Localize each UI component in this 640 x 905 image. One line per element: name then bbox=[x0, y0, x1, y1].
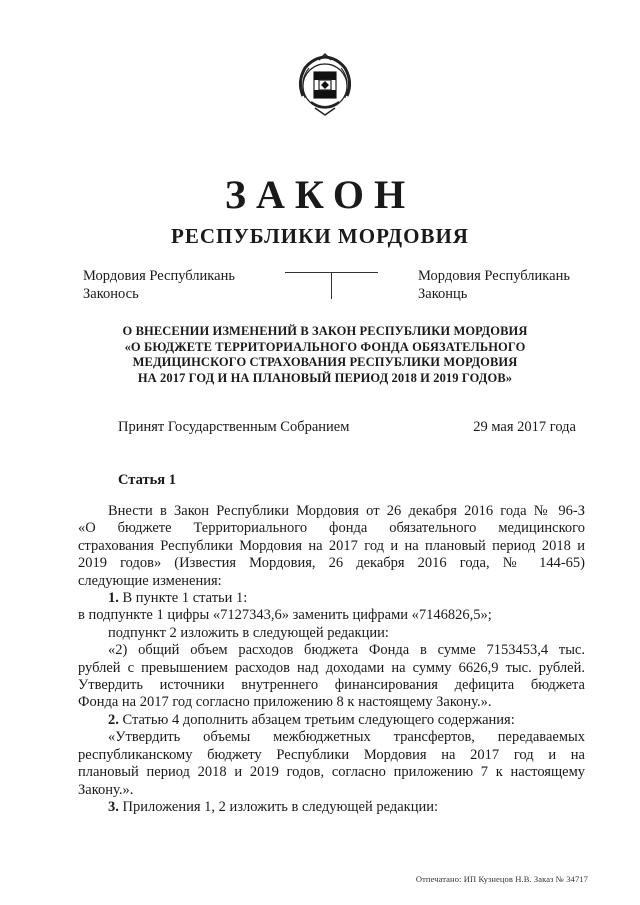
quote-line: рублей с превышением расходов над доходами на сумму 6626,9 тыс. рублей. bbox=[78, 659, 585, 676]
paragraph-line: Внести в Закон Республики Мордовия от 26 декабря 2016 года № 96-З bbox=[108, 503, 585, 519]
document-title: ЗАКОН bbox=[224, 172, 416, 217]
moksha-title-left bbox=[83, 267, 235, 303]
document-subtitle: РЕСПУБЛИКИ МОРДОВИЯ bbox=[171, 224, 469, 248]
item-number: 2. bbox=[108, 711, 119, 728]
print-footer: Отпечатано: ИП Кузнецов Н.В. Заказ № 34717 bbox=[415, 874, 588, 884]
quote-line: «2) общий объем расходов бюджета Фонда в сумме 7153453,4 тыс. bbox=[108, 642, 585, 659]
item-number: 3. bbox=[108, 798, 119, 815]
quote-line: Фонда на 2017 год согласно приложению 8 к настоящему Закону.». bbox=[78, 694, 492, 711]
paragraph-line: «О бюджете Территориального фонда обязательного медицинского bbox=[78, 520, 585, 537]
quote-line: республиканскому бюджету Республики Мордовия на 2017 год и на bbox=[78, 746, 585, 763]
list-item-3 bbox=[78, 799, 585, 816]
moksha-left-line1: Мордовия Республикань bbox=[83, 268, 235, 284]
list-item-1 bbox=[78, 590, 585, 607]
law-title bbox=[60, 324, 590, 386]
article-body bbox=[78, 503, 585, 816]
adopted-by-text: Принят Государственным Собранием bbox=[118, 419, 350, 435]
law-title-line: НА 2017 ГОД И НА ПЛАНОВЫЙ ПЕРИОД 2018 И 2019 ГОДОВ» bbox=[137, 370, 513, 385]
item-text: В пункте 1 статьи 1: bbox=[122, 590, 248, 607]
paragraph-line: 2019 годов» (Известия Мордовия, 26 декабря 2016 года, № 144-65) bbox=[78, 555, 585, 572]
law-title-line: О ВНЕСЕНИИ ИЗМЕНЕНИЙ В ЗАКОН РЕСПУБЛИКИ МОРДОВИЯ bbox=[122, 324, 528, 338]
sub-item-text: подпункт 2 изложить в следующей редакции: bbox=[108, 624, 389, 641]
moksha-left-line2: Законось bbox=[83, 286, 139, 302]
quote-line: «Утвердить объемы межбюджетных трансфертов, передаваемых bbox=[108, 729, 585, 746]
adoption-date: 29 мая 2017 года bbox=[473, 419, 576, 435]
moksha-right-line2: Законць bbox=[418, 286, 468, 302]
quote-line: Утвердить источники внутреннего финансирования дефицита бюджета bbox=[78, 677, 585, 694]
quote-line: Закону.». bbox=[78, 781, 134, 798]
paragraph-line: страхования Республики Мордовия на 2017 год и на плановый период 2018 и bbox=[78, 537, 585, 554]
list-item-2 bbox=[78, 712, 585, 729]
paragraph-line: следующие изменения: bbox=[78, 572, 222, 589]
quote-line: плановый период 2018 и 2019 годов, согласно приложению 7 к настоящему bbox=[78, 764, 585, 781]
coat-of-arms-emblem bbox=[293, 52, 357, 120]
sub-item-text: в подпункте 1 цифры «7127343,6» заменить цифрами «7146826,5»; bbox=[78, 607, 492, 624]
moksha-right-line1: Мордовия Республикань bbox=[418, 268, 570, 284]
law-title-line: МЕДИЦИНСКОГО СТРАХОВАНИЯ РЕСПУБЛИКИ МОРДОВИЯ bbox=[132, 355, 518, 369]
item-text: Статью 4 дополнить абзацем третьим следующего содержания: bbox=[122, 711, 515, 728]
law-title-line: «О БЮДЖЕТЕ ТЕРРИТОРИАЛЬНОГО ФОНДА ОБЯЗАТЕЛЬНОГО bbox=[124, 339, 526, 354]
article-heading: Статья 1 bbox=[118, 472, 176, 488]
header-divider-vertical bbox=[331, 272, 332, 299]
item-text: Приложения 1, 2 изложить в следующей редакции: bbox=[122, 798, 439, 815]
item-number: 1. bbox=[108, 590, 119, 607]
moksha-title-right bbox=[418, 267, 570, 303]
